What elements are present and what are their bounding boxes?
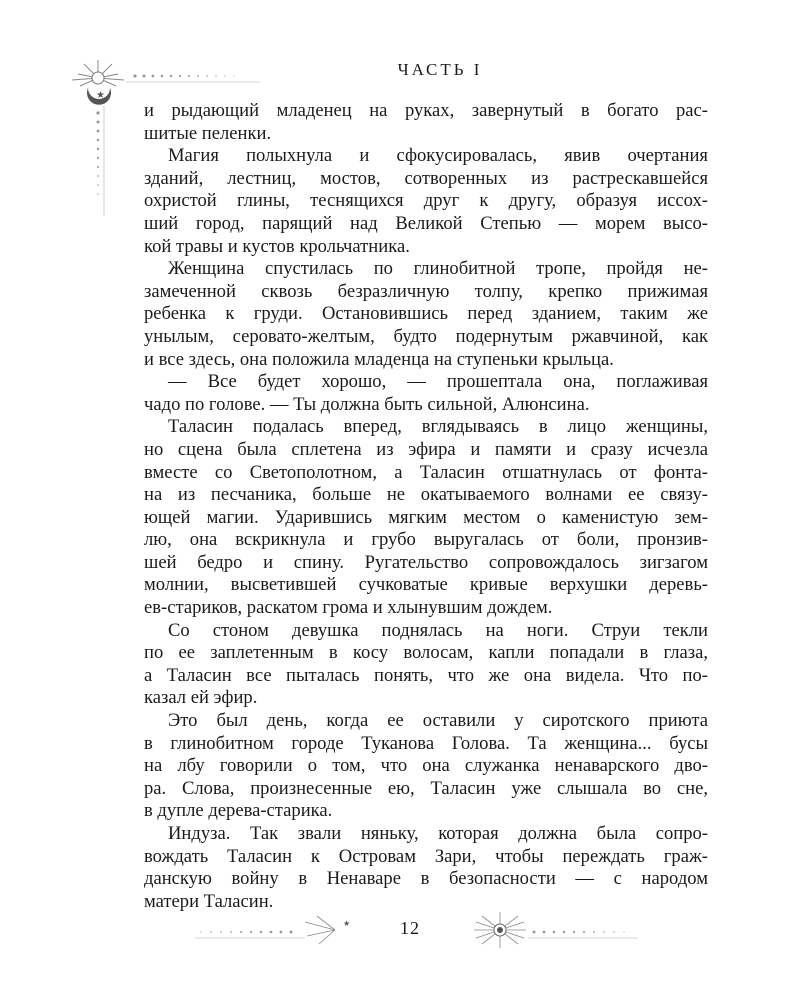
text-line: вместе со Светополотном, а Таласин отшатнулась от фонта- (144, 461, 708, 483)
text-line: шитые пеленки. (144, 122, 272, 144)
text-line: — Все будет хорошо, — прошептала она, поглаживая (168, 371, 708, 393)
text-line: замеченной сквозь безразличную толпу, крепко прижимая (144, 280, 708, 302)
svg-text:★: ★ (343, 919, 351, 928)
text-line: и все здесь, она положила младенца на ступеньки крыльца. (144, 348, 614, 370)
text-line: казал ей эфир. (144, 687, 258, 709)
text-line: ребенка к груди. Остановившись перед зданием, таким же (144, 303, 708, 325)
text-line: в глинобитном городе Туканова Голова. Та женщина... бусы (144, 732, 708, 754)
text-line: на лбу говорили о том, что она служанка ненаварского дво- (144, 755, 708, 777)
text-line: ший город, парящий над Великой Степью — морем высо- (144, 212, 708, 234)
text-line: но сцена была сплетена из эфира и памяти и сразу исчезла (144, 438, 708, 460)
crescent-moon-ornament-icon (195, 910, 365, 950)
text-line: унылым, серовато-желтым, будто подернутым ржавчиной, как (144, 325, 708, 347)
text-line: Со стоном девушка поднялась на ноги. Струи текли (168, 619, 708, 641)
text-line: матери Таласин. (144, 890, 274, 912)
text-line: шей бедро и спину. Ругательство сопровождалось зигзагом (144, 551, 708, 573)
text-line: зданий, лестниц, мостов, сотворенных из растрескавшейся (144, 167, 708, 189)
text-line: лю, она вскрикнула и грубо выругалась от боли, пронзив- (144, 529, 708, 551)
text-line: ра. Слова, произнесенные ею, Таласин уже слышала во сне, (144, 777, 708, 799)
running-head-title: ЧАСТЬ I (397, 60, 483, 79)
text-line: чадо по голове. — Ты должна быть сильной, Алюнсина. (144, 393, 590, 415)
text-line: Таласин подалась вперед, вглядываясь в лицо женщины, (168, 416, 708, 438)
text-line: Женщина спустилась по глинобитной тропе, пройдя не- (168, 258, 708, 280)
svg-text:★: ★ (96, 90, 105, 101)
text-line: Индуза. Так звали няньку, которая должна была сопро- (168, 823, 708, 844)
sunburst-ornament-icon (470, 910, 640, 950)
text-line: Магия полыхнула и сфокусировалась, явив очертания (168, 145, 708, 167)
text-line: молнии, высветившей сучковатые кривые верхушки деревь- (144, 574, 708, 596)
body-text (144, 100, 708, 913)
text-line: в дупле дерева-старика. (144, 800, 333, 822)
text-line: данскую войну в Ненаваре в безопасности — с народом (144, 868, 708, 890)
text-line: по ее заплетенным в косу волосам, капли попадали в глаза, (144, 642, 708, 664)
text-line: кой травы и кустов крольчатника. (144, 235, 410, 257)
text-line: ющей магии. Ударившись мягким местом о каменистую зем- (144, 506, 708, 528)
text-line: охристой глины, теснящихся друг к другу, образуя иссох- (144, 190, 708, 212)
text-line: вождать Таласин к Островам Зари, чтобы переждать граж- (144, 845, 708, 867)
text-line: а Таласин все пыталась понять, что же она видела. Что по- (144, 664, 708, 686)
text-line: Это был день, когда ее оставили у сиротского приюта (168, 710, 708, 732)
page-number: 12 (400, 918, 420, 938)
text-line: и рыдающий младенец на руках, завернутый в богато рас- (144, 100, 708, 121)
text-line: на из песчаника, больше не окатываемого волнами ее связу- (144, 484, 708, 506)
text-line: ев-стариков, раскатом грома и хлынувшим дождем. (144, 597, 553, 619)
page-footer (0, 910, 800, 950)
